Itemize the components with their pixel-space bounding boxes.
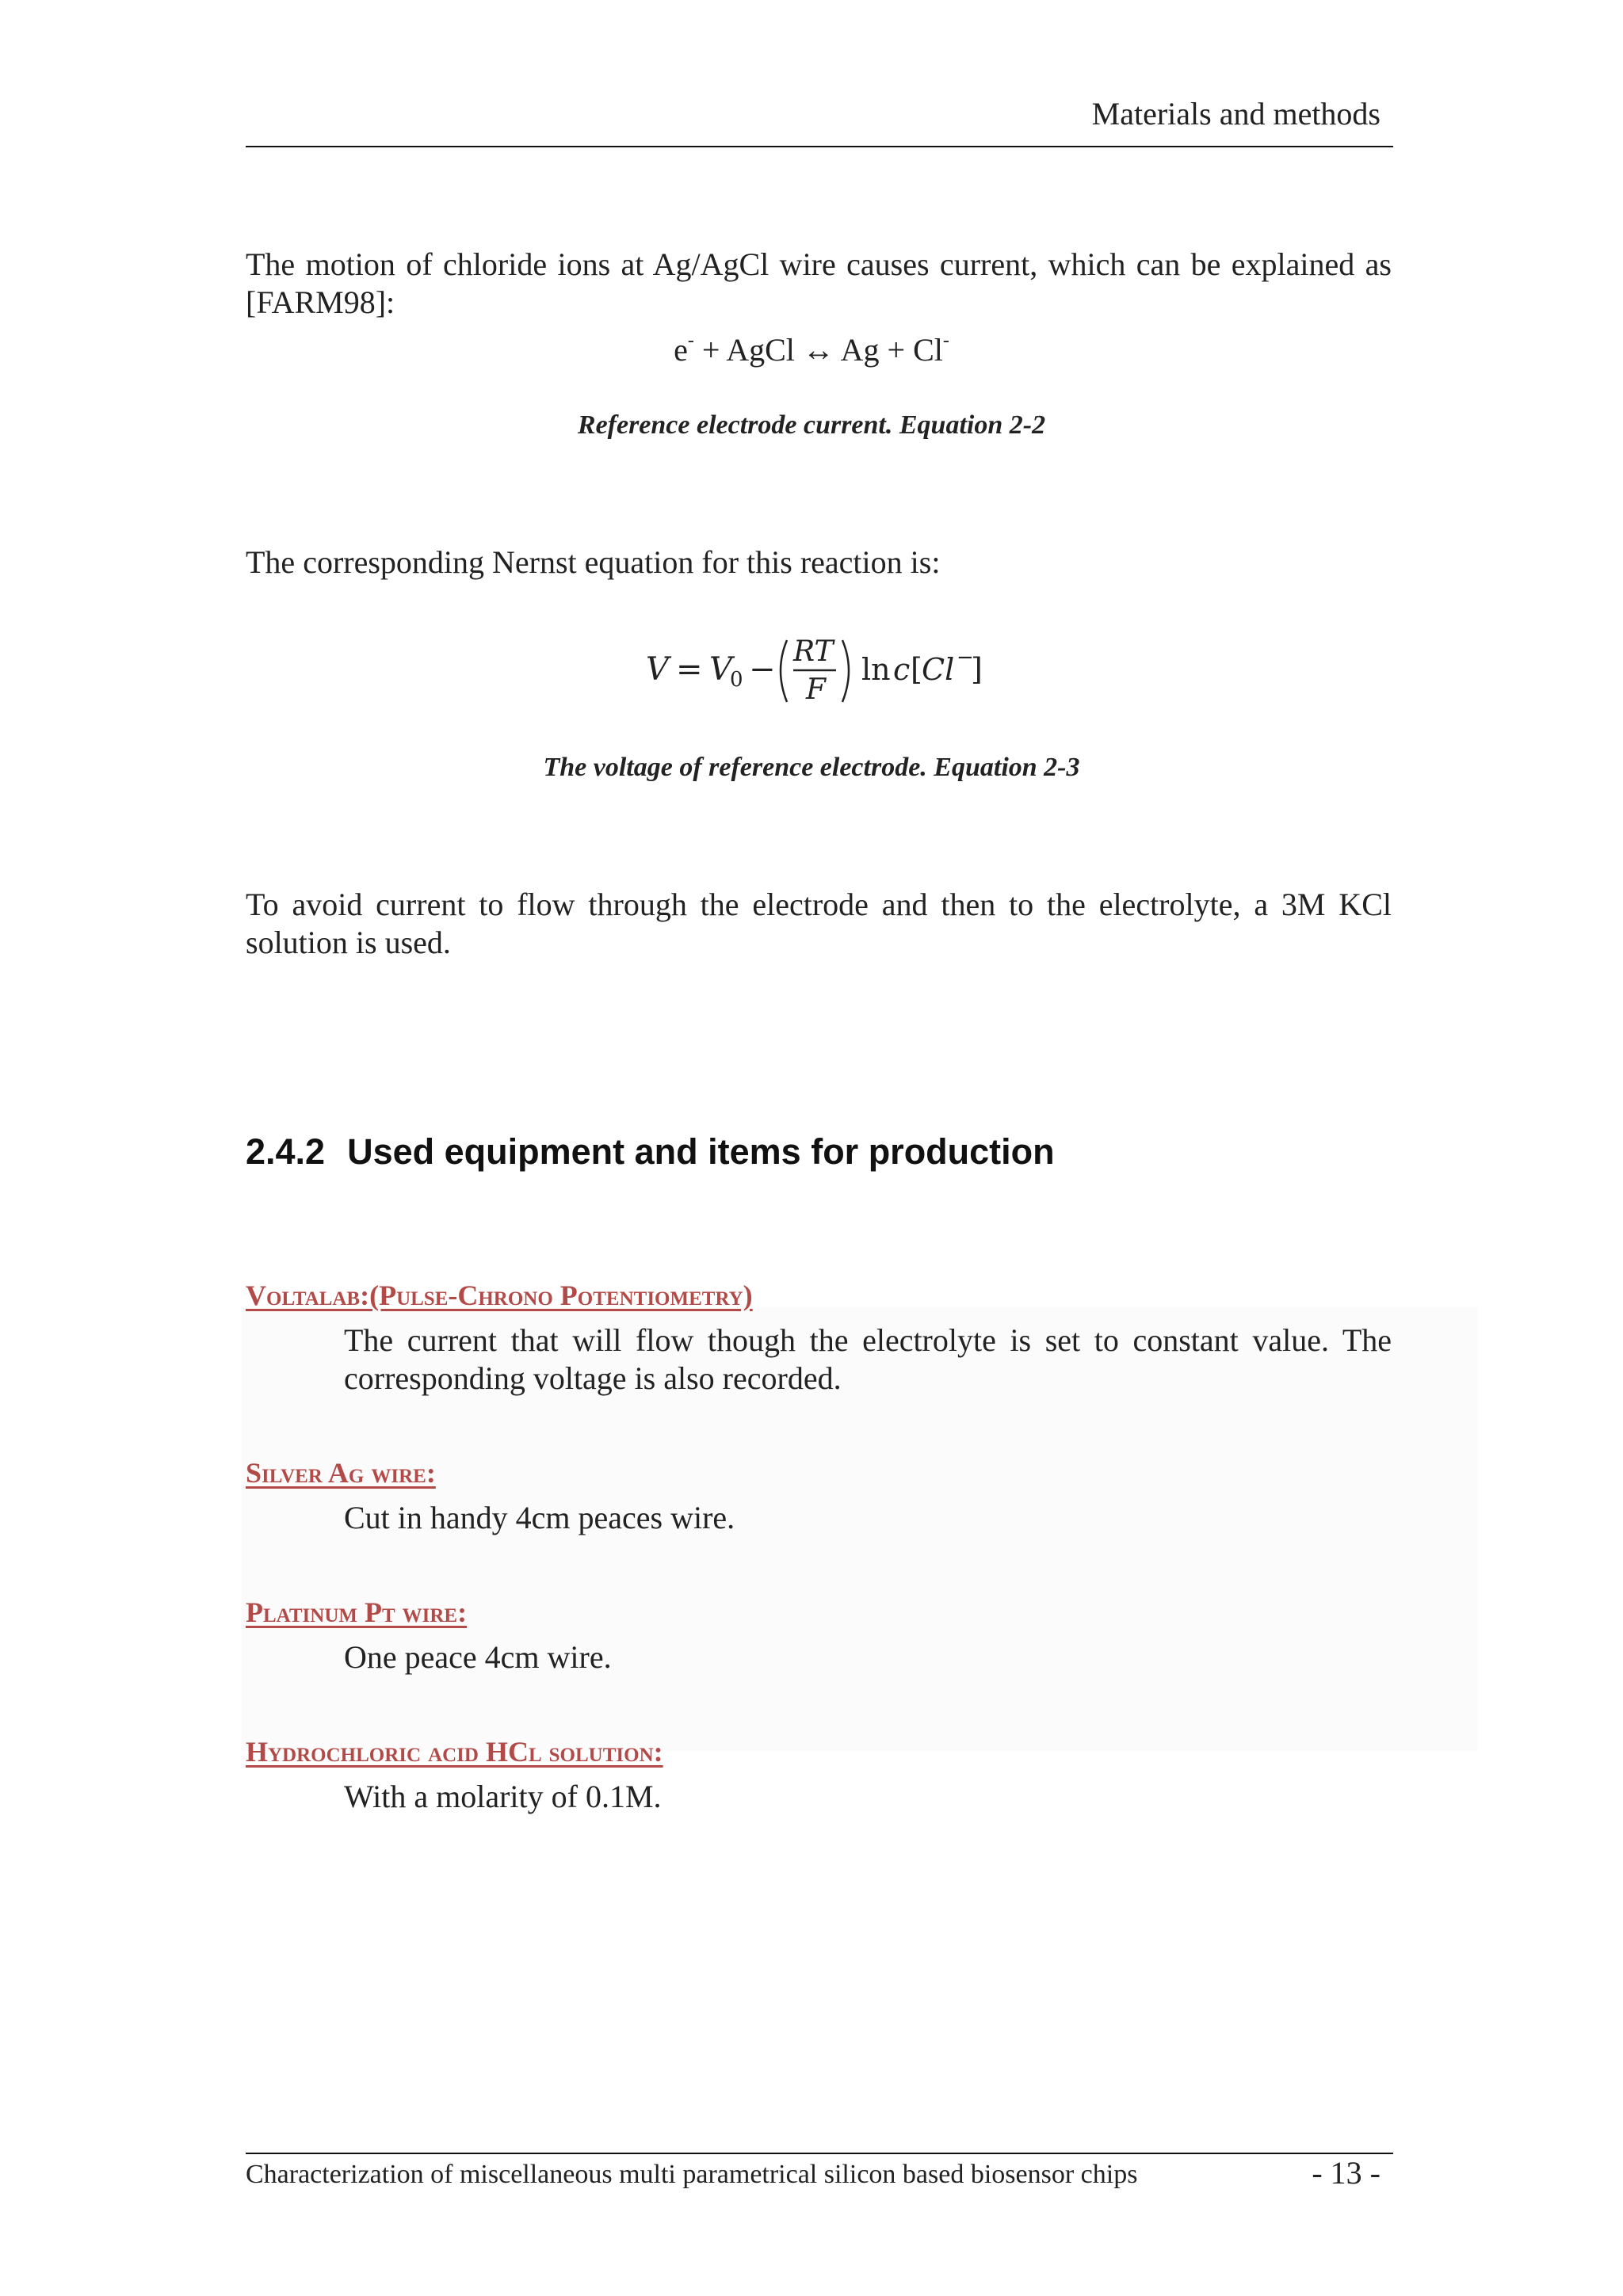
- equation-2-2-caption: Reference electrode current. Equation 2-2: [577, 410, 1046, 440]
- item-desc-platinum-wire: One peace 4cm wire.: [344, 1639, 612, 1675]
- footer-rule: [246, 2153, 1393, 2154]
- svg-text:−: −: [749, 651, 776, 688]
- svg-text:RT: RT: [793, 635, 834, 668]
- section-number: 2.4.2: [246, 1131, 326, 1172]
- svg-text:Cl: Cl: [922, 652, 955, 687]
- nernst-intro: The corresponding Nernst equation for this reaction is:: [246, 544, 941, 580]
- running-header: Materials and methods: [1091, 96, 1381, 132]
- svg-text:−: −: [957, 646, 974, 669]
- svg-text:ln: ln: [861, 652, 891, 687]
- item-title-voltalab: [246, 1279, 753, 1312]
- equation-chloride-charge: -: [942, 330, 949, 351]
- svg-text:F: F: [806, 673, 826, 706]
- svg-text:0: 0: [730, 668, 743, 692]
- item-title-silver-wire-text: Silver Ag wire:: [246, 1457, 436, 1489]
- kcl-paragraph: To avoid current to flow through the electrode and then to the electrolyte, a 3M KCl solution is used.: [246, 887, 1392, 960]
- footer-title: Characterization of miscellaneous multi parametrical silicon based biosensor chips: [246, 2160, 1138, 2189]
- item-desc-voltalab: The current that will flow though the electrolyte is set to constant value. The corresponding voltage is also recorded.: [344, 1322, 1392, 1396]
- svg-text:V: V: [646, 651, 669, 688]
- section-title: Used equipment and items for production: [347, 1131, 1055, 1172]
- item-desc-silver-wire: Cut in handy 4cm peaces wire.: [344, 1500, 735, 1535]
- svg-text:[: [: [911, 652, 922, 687]
- intro-paragraph: The motion of chloride ions at Ag/AgCl wire causes current, which can be explained as [FARM98]:: [246, 246, 1392, 320]
- item-title-platinum-wire-text: Platinum Pt wire:: [246, 1596, 468, 1628]
- item-title-silver-wire: [246, 1456, 436, 1489]
- item-title-voltalab-text: Voltalab:(Pulse-Chrono Potentiometry): [246, 1280, 753, 1311]
- svg-text:c: c: [893, 652, 911, 687]
- nernst-equation: [638, 626, 1002, 713]
- item-title-hcl-solution: [246, 1735, 663, 1768]
- equation-electron-charge: -: [687, 330, 694, 351]
- section-heading: [246, 1131, 1055, 1173]
- page-number: - 13 -: [1312, 2155, 1381, 2191]
- equation-2-3-caption: The voltage of reference electrode. Equation 2-3: [543, 753, 1080, 782]
- svg-text:]: ]: [971, 652, 983, 687]
- equation-electron: e: [674, 332, 688, 368]
- item-title-hcl-solution-text: Hydrochloric acid HCl solution:: [246, 1736, 663, 1768]
- svg-text:=: =: [676, 651, 703, 688]
- item-title-platinum-wire: [246, 1596, 467, 1629]
- chemical-equation: [0, 331, 1623, 368]
- item-desc-hcl-solution: With a molarity of 0.1M.: [344, 1779, 662, 1814]
- equation-reaction: + AgCl ↔ Ag + Cl: [693, 332, 943, 368]
- svg-text:V: V: [709, 651, 732, 688]
- header-rule: [246, 146, 1393, 147]
